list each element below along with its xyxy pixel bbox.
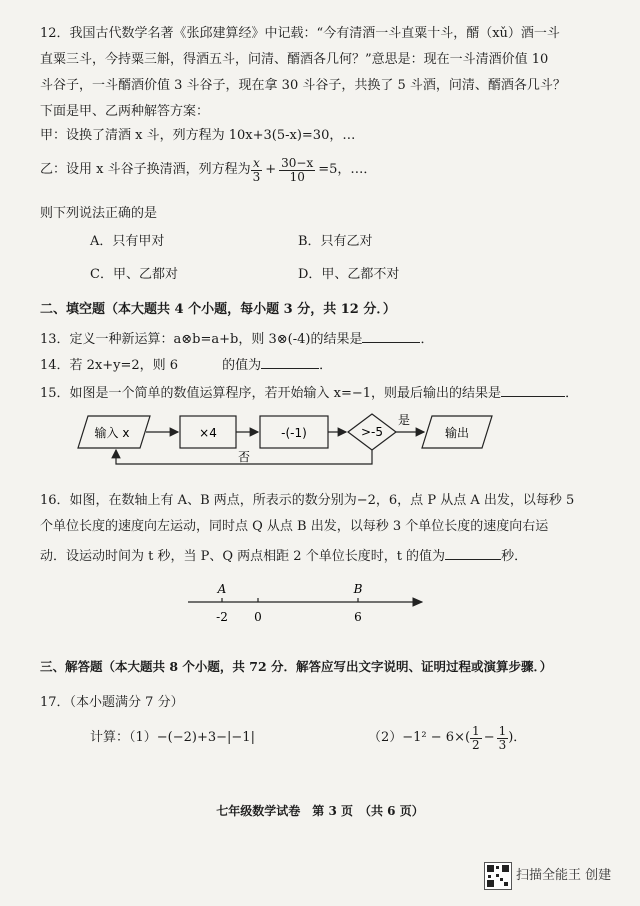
q15-end: ． (565, 386, 579, 401)
tick-label-6: 6 (354, 610, 362, 624)
q17-calc2 (368, 720, 526, 756)
q12-option-a: A．只有甲对 (90, 234, 165, 249)
q15-text: 15．如图是一个简单的数值运算程序，若开始输入 x=−1，则最后输出的结果是 (40, 386, 502, 401)
calc2-f2-num: 1 (498, 723, 507, 738)
output-label: 输出 (444, 426, 470, 440)
page-footer: 七年级数学试卷 第 3 页 （共 6 页） (216, 804, 424, 818)
program-flowchart (60, 408, 500, 474)
yi-suffix: =5，…． (318, 162, 377, 178)
tick-label-neg2: -2 (216, 610, 228, 624)
yi-fraction-2 (279, 157, 315, 183)
q16-line3-end: 秒． (501, 549, 528, 564)
q13-blank (362, 329, 420, 343)
calc2-f1-num: 1 (472, 723, 480, 738)
q14-blank (261, 355, 319, 369)
yi-f1-num: x (251, 157, 263, 171)
q12-line1: 12．我国古代数学名著《张邱建算经》中记载：“今有清酒一斗直粟十斗，醑（xǔ）酒一斗 (40, 26, 560, 41)
q12-line3: 斗谷子，一斗醑酒价值 3 斗谷子，现在拿 30 斗谷子，共换了 5 斗酒，问清、醑酒各几斗？ (40, 78, 566, 93)
q17-title: 17．（本小题满分 7 分） (40, 695, 184, 710)
q14-mid: 的值为 (222, 358, 262, 373)
q16-line3 (40, 546, 527, 565)
yi-f2-num: 30−x (281, 155, 314, 170)
calc2-suffix: )． (508, 730, 527, 746)
yi-f1-den: 3 (252, 169, 261, 184)
q12-option-d: D．甲、乙都不对 (298, 267, 400, 282)
yes-label: 是 (397, 413, 411, 427)
calc2-fraction-1 (470, 725, 482, 751)
subtract-label: -(-1) (281, 426, 307, 440)
calc2-prefix: （2）−1² − 6×( (368, 730, 471, 746)
yi-f2-den: 10 (289, 169, 305, 184)
calc2-f2-den: 3 (498, 737, 507, 752)
q12-option-c: C．甲、乙都对 (90, 267, 178, 282)
calc2-f1-den: 2 (472, 737, 480, 752)
calc2-minus: − (483, 730, 495, 746)
q14-end: ． (319, 358, 333, 373)
q13-end: ． (420, 332, 434, 347)
q15 (40, 383, 578, 402)
yi-plus: + (265, 162, 277, 178)
section2-title: 二、填空题（本大题共 4 个小题，每小题 3 分，共 12 分．） (40, 302, 396, 317)
q16-line3-text: 动．设运动时间为 t 秒，当 P、Q 两点相距 2 个单位长度时，t 的值为 (40, 549, 446, 564)
scanner-watermark: 扫描全能王 创建 (516, 868, 612, 883)
q12-jia-solution: 甲：设换了清酒 x 斗，列方程为 10x+3(5-x)=30，… (40, 128, 356, 143)
multiply-label: ×4 (199, 426, 217, 440)
q14 (40, 355, 332, 374)
q13-text: 13．定义一种新运算：a⊗b=a+b，则 3⊗(-4)的结果是 (40, 332, 363, 347)
q16-blank (445, 546, 501, 560)
section3-title: 三、解答题（本大题共 8 个小题，共 72 分．解答应写出文字说明、证明过程或演算步骤．） (40, 659, 553, 674)
number-line (180, 580, 430, 628)
tick-label-0: 0 (254, 610, 262, 624)
input-label: 输入 x (94, 426, 130, 440)
q16-line1: 16．如图，在数轴上有 A、B 两点，所表示的数分别为−2，6，点 P 从点 A 出发，以每秒 5 (40, 493, 575, 508)
q14-text: 14．若 2x+y=2，则 6 (40, 358, 179, 373)
q12-line2: 直粟三斗，今持粟三斛，得酒五斗，问清、醑酒各几何？”意思是：现在一斗清酒价值 10 (40, 52, 549, 67)
point-b-label: B (353, 582, 363, 596)
qr-code-icon (484, 862, 512, 890)
q15-blank (501, 383, 565, 397)
yi-fraction-1 (251, 157, 263, 183)
q12-option-b: B．只有乙对 (298, 234, 373, 249)
q12-ask: 则下列说法正确的是 (40, 206, 158, 221)
point-a-label: A (217, 582, 227, 596)
q13 (40, 329, 433, 348)
q12-line4: 下面是甲、乙两种解答方案： (40, 104, 210, 119)
q12-yi-solution (40, 152, 376, 188)
yi-prefix: 乙：设用 x 斗谷子换清酒，列方程为 (40, 162, 251, 178)
q17-calc1: 计算：（1）−(−2)+3−|−1| (90, 730, 255, 745)
calc2-fraction-2 (497, 725, 509, 751)
q16-line2: 个单位长度的速度向左运动，同时点 Q 从点 B 出发，以每秒 3 个单位长度的速度向右运 (40, 519, 549, 534)
compare-label: >-5 (360, 425, 384, 439)
no-label: 否 (237, 450, 251, 464)
